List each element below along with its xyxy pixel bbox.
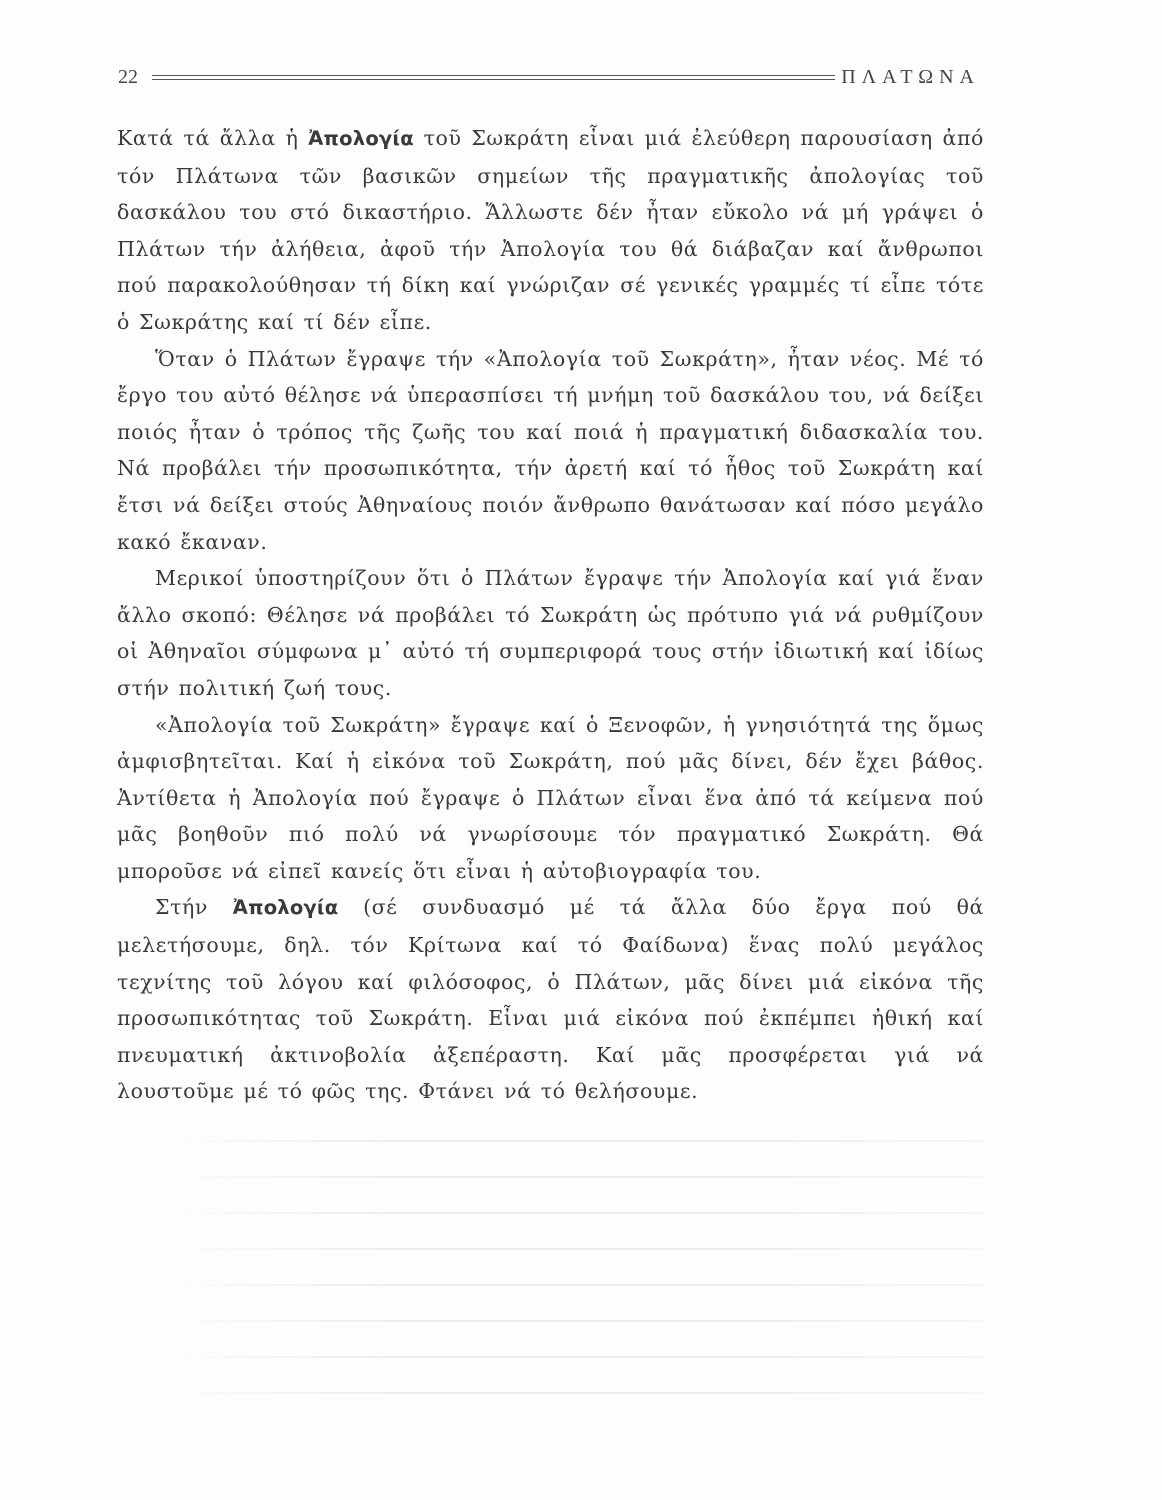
running-title: ΠΛΑΤΩΝΑ	[841, 65, 980, 88]
bleed-through-line	[165, 1356, 985, 1358]
bleed-through-line	[165, 1392, 985, 1394]
paragraph-1-rest: τοῦ Σωκράτη εἶναι μιά ἐλεύθερη παρουσίαση ἀπό τόν Πλάτωνα τῶν βασικῶν σημείων τῆς πραγματικῆς ἀπολογίας τοῦ δασκάλου του στό δικαστήριο. Ἄλλωστε δέν ἦταν εὔκολο νά μή γράψει ὁ Πλάτων τήν ἀλήθεια, ἀφοῦ τήν Ἀπολογία του θά διάβαζαν καί ἄνθρωποι πού παρακολούθησαν τή δίκη καί γνώριζαν σέ γενικές γραμμές τί εἶπε τότε ὁ Σωκράτης καί τί δέν εἶπε.	[117, 126, 984, 334]
header-rule	[152, 75, 835, 80]
paragraph-5	[117, 889, 984, 1110]
paragraph-5-start: Στήν	[155, 895, 233, 920]
bleed-through-line	[165, 1176, 985, 1178]
page-number: 22	[118, 65, 138, 88]
bleed-through-line	[165, 1140, 985, 1142]
apologia-term: Ἀπολογία	[308, 127, 414, 150]
bleed-through-line	[165, 1248, 985, 1250]
running-header	[118, 62, 980, 92]
bleed-through-line	[165, 1284, 985, 1286]
paragraph-1-start: Κατά τά ἄλλα ἡ	[117, 126, 309, 150]
apologia-term: Ἀπολογία	[232, 896, 339, 920]
paragraph-1	[117, 120, 984, 341]
paragraph-5-rest: (σέ συνδυασμό μέ τά ἄλλα δύο ἔργα πού θά μελετήσουμε, δηλ. τόν Κρίτωνα καί τό Φαίδωνα) ἕνας πολύ μεγάλος τεχνίτης τοῦ λόγου καί φιλόσοφος, ὁ Πλάτων, μᾶς δίνει μιά εἰκόνα τῆς προσωπικότητας τοῦ Σωκράτη. Εἶναι μιά εἰκόνα πού ἐκπέμπει ἠθική καί πνευματική ἀκτινοβολία ἀξεπέραστη. Καί μᾶς προσφέρεται γιά νά λουστοῦμε μέ τό φῶς της. Φτάνει νά τό θελήσουμε.	[117, 895, 984, 1104]
paragraph-2: Ὅταν ὁ Πλάτων ἔγραψε τήν «Ἀπολογία τοῦ Σωκράτη», ἦταν νέος. Μέ τό ἔργο του αὐτό θέλησε νά ὑπερασπίσει τή μνήμη τοῦ δασκάλου του, νά δείξει ποιός ἦταν ὁ τρόπος τῆς ζωῆς του καί ποιά ἡ πραγματική διδασκαλία του. Νά προβάλει τήν προσωπικότητα, τήν ἀρετή καί τό ἦθος τοῦ Σωκράτη καί ἔτσι νά δείξει στούς Ἀθηναίους ποιόν ἄνθρωπο θανάτωσαν καί πόσο μεγάλο κακό ἔκαναν.	[117, 346, 984, 554]
bleed-through-line	[165, 1212, 985, 1214]
paragraph-4: «Ἀπολογία τοῦ Σωκράτη» ἔγραψε καί ὁ Ξενοφῶν, ἡ γνησιότητά της ὅμως ἀμφισβητεῖται. Καί ἡ εἰκόνα τοῦ Σωκράτη, πού μᾶς δίνει, δέν ἔχει βάθος. Ἀντίθετα ἡ Ἀπολογία πού ἔγραψε ὁ Πλάτων εἶναι ἕνα ἀπό τά κείμενα πού μᾶς βοηθοῦν πιό πολύ νά γνωρίσουμε τόν πραγματικό Σωκράτη. Θά μποροῦσε νά εἰπεῖ κανείς ὅτι εἶναι ἡ αὐτοβιογραφία του.	[117, 712, 984, 883]
paragraph-3: Μερικοί ὑποστηρίζουν ὅτι ὁ Πλάτων ἔγραψε τήν Ἀπολογία καί γιά ἕναν ἄλλο σκοπό: Θέλησε νά προβάλει τό Σωκράτη ὡς πρότυπο γιά νά ρυθμίζουν οἱ Ἀθηναῖοι σύμφωνα μ᾽ αὐτό τή συμπεριφορά τους στήν ἰδιωτική καί ἰδίως στήν πολιτική ζωή τους.	[117, 566, 984, 700]
bleed-through-line	[165, 1320, 985, 1322]
body-text	[117, 120, 984, 1110]
